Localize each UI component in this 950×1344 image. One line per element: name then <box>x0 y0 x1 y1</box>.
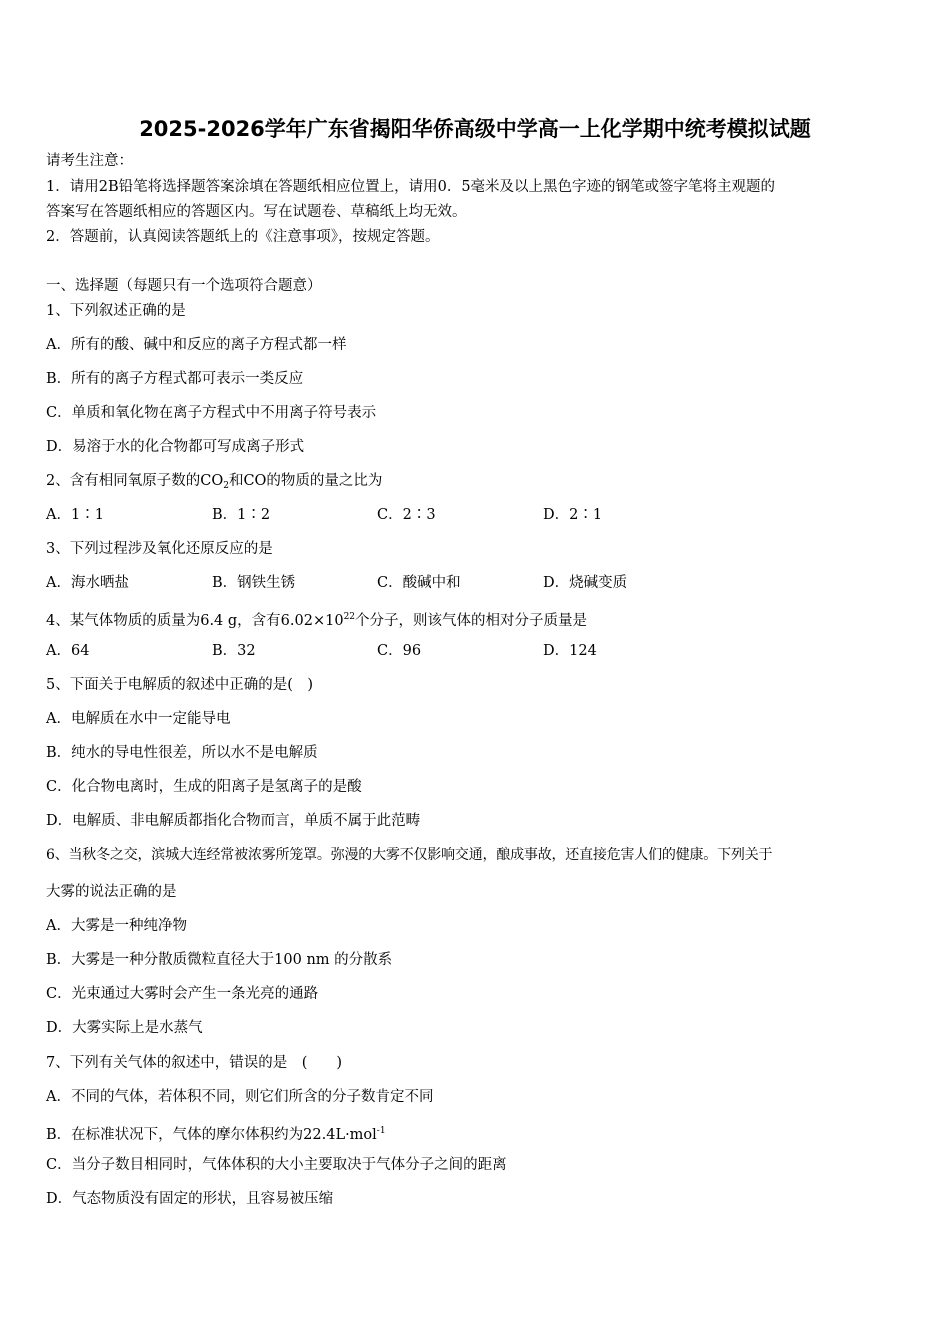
notice-line-1a: 1．请用2B铅笔将选择题答案涂填在答题纸相应位置上，请用0．5毫米及以上黑色字迹的钢笔或签字笔将主观题的 <box>46 179 776 195</box>
question-6-option-b: B．大雾是一种分散质微粒直径大于100 nm 的分散系 <box>46 952 393 968</box>
question-1-option-d: D．易溶于水的化合物都可写成离子形式 <box>46 439 305 455</box>
question-1-option-a: A．所有的酸、碱中和反应的离子方程式都一样 <box>46 337 347 353</box>
question-4-option-c: C．96 <box>377 643 422 659</box>
question-7-option-a: A．不同的气体，若体积不同，则它们所含的分子数肯定不同 <box>46 1089 434 1105</box>
question-6-stem-line-1: 6、当秋冬之交，滨城大连经常被浓雾所笼罩。弥漫的大雾不仅影响交通，酿成事故，还直接危害人们的健康。下列关于 <box>46 847 773 863</box>
question-2-option-b: B．1∶2 <box>212 507 271 523</box>
section-heading: 一、选择题（每题只有一个选项符合题意） <box>46 278 322 294</box>
question-2-stem <box>46 472 382 495</box>
question-5-option-d: D．电解质、非电解质都指化合物而言，单质不属于此范畴 <box>46 813 421 829</box>
question-2-stem-part-a: 2、含有相同氧原子数的CO <box>46 473 224 489</box>
question-5-option-b: B．纯水的导电性很差，所以水不是电解质 <box>46 745 318 761</box>
question-2-option-d: D．2∶1 <box>543 507 603 523</box>
question-4-stem-part-a: 4、某气体物质的质量为6.4 g，含有6.02×10 <box>46 613 344 629</box>
question-7-option-b-superscript: -1 <box>376 1126 386 1136</box>
question-4-stem-superscript: 22 <box>343 612 356 622</box>
question-6-option-a: A．大雾是一种纯净物 <box>46 918 187 934</box>
question-4-option-b: B．32 <box>212 643 256 659</box>
question-4-stem <box>46 608 587 630</box>
question-4-stem-part-b: 个分子，则该气体的相对分子质量是 <box>355 613 588 629</box>
question-3-option-b: B．钢铁生锈 <box>212 575 296 591</box>
question-3-option-d: D．烧碱变质 <box>543 575 628 591</box>
question-5-option-a: A．电解质在水中一定能导电 <box>46 711 231 727</box>
question-7-stem: 7、下列有关气体的叙述中，错误的是 ( ) <box>46 1055 343 1071</box>
question-3-option-a: A．海水晒盐 <box>46 575 129 591</box>
question-6-option-c: C．光束通过大雾时会产生一条光亮的通路 <box>46 986 319 1002</box>
notice-line-1b: 答案写在答题纸相应的答题区内。写在试题卷、草稿纸上均无效。 <box>46 204 467 220</box>
notice-heading: 请考生注意： <box>46 153 133 169</box>
question-7-option-b <box>46 1122 386 1144</box>
question-5-option-c: C．化合物电离时，生成的阳离子是氢离子的是酸 <box>46 779 362 795</box>
question-7-option-d: D．气态物质没有固定的形状，且容易被压缩 <box>46 1191 334 1207</box>
notice-line-2: 2．答题前，认真阅读答题纸上的《注意事项》，按规定答题。 <box>46 229 440 245</box>
question-1-option-b: B．所有的离子方程式都可表示一类反应 <box>46 371 304 387</box>
question-2-option-a: A．1∶1 <box>46 507 104 523</box>
question-7-option-b-text: B．在标准状况下，气体的摩尔体积约为22.4L·mol <box>46 1127 377 1143</box>
question-3-option-c: C．酸碱中和 <box>377 575 461 591</box>
question-4-option-d: D．124 <box>543 643 597 659</box>
question-5-stem: 5、下面关于电解质的叙述中正确的是( ) <box>46 677 314 693</box>
question-6-option-d: D．大雾实际上是水蒸气 <box>46 1020 203 1036</box>
question-1-stem: 1、下列叙述正确的是 <box>46 303 186 319</box>
question-2-option-c: C．2∶3 <box>377 507 436 523</box>
question-4-option-a: A．64 <box>46 643 90 659</box>
page-title: 2025-2026学年广东省揭阳华侨高级中学高一上化学期中统考模拟试题 <box>139 117 811 141</box>
question-3-stem: 3、下列过程涉及氧化还原反应的是 <box>46 541 273 557</box>
question-1-option-c: C．单质和氧化物在离子方程式中不用离子符号表示 <box>46 405 377 421</box>
question-7-option-c: C．当分子数目相同时，气体体积的大小主要取决于气体分子之间的距离 <box>46 1157 507 1173</box>
question-2-stem-part-b: 和CO的物质的量之比为 <box>228 473 383 489</box>
question-2-stem-subscript: 2 <box>223 481 229 491</box>
question-6-stem-line-2: 大雾的说法正确的是 <box>46 884 177 900</box>
